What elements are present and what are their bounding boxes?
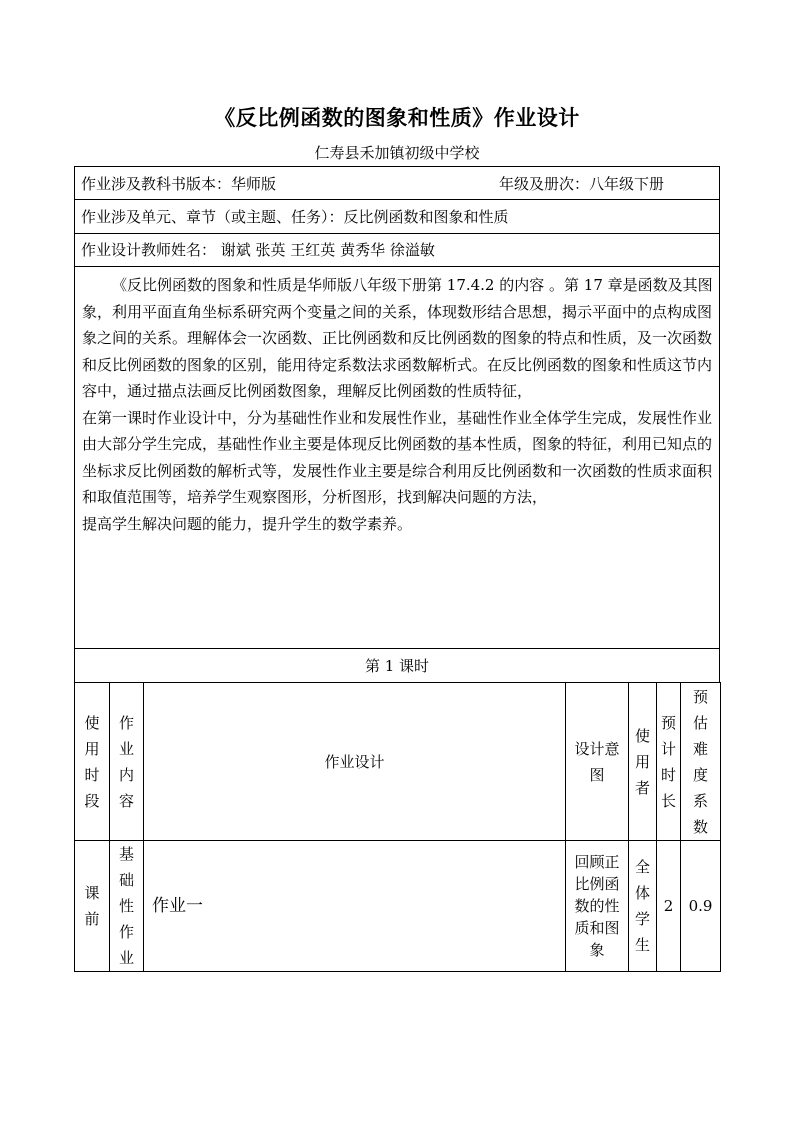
- intro-paragraph-3: 提高学生解决问题的能力，提升学生的数学素养。: [82, 514, 413, 533]
- header-time: 预计时长: [657, 683, 681, 841]
- header-user: 使用者: [629, 683, 657, 841]
- cell-intent: 回顾正比例函数的性质和图象: [566, 841, 629, 972]
- info-row-unit: [74, 199, 720, 234]
- lesson-label: 第 1 课时: [364, 656, 430, 675]
- homework-table: [74, 682, 721, 972]
- grade-volume: 年级及册次：八年级下册: [499, 174, 665, 193]
- textbook-version: 作业涉及教科书版本：华师版: [81, 174, 277, 193]
- cell-content: 基础性作业: [110, 841, 144, 972]
- header-difficulty: 预估难度系数: [681, 683, 721, 841]
- cell-period: 课前: [75, 841, 110, 972]
- table-header-row: [75, 683, 721, 841]
- header-intent: 设计意图: [566, 683, 629, 841]
- cell-user: 全体学生: [629, 841, 657, 972]
- header-period: 使用时段: [75, 683, 110, 841]
- cell-difficulty: 0.9: [681, 841, 721, 972]
- intro-section: [74, 266, 720, 649]
- school-name: 仁寿县禾加镇初级中学校: [314, 144, 480, 162]
- info-row-textbook: [74, 166, 720, 200]
- header-content: 作业内容: [110, 683, 144, 841]
- page-title: 《反比例函数的图象和性质》作业设计: [214, 105, 580, 130]
- lesson-header: [74, 648, 720, 683]
- info-row-teachers: [74, 233, 720, 267]
- intro-paragraph-2: 在第一课时作业设计中，分为基础性作业和发展性作业，基础性作业全体学生完成，发展性作业由大部分学生完成，基础性作业主要是体现反比例函数的基本性质，图象的特征，利用已知点的坐标求反比例函数的解析式等，发展性作业主要是综合利用反比例函数和一次函数的性质求面积和取值范围等，培养学生观察图形，分析图形，找到解决问题的方法，: [82, 408, 713, 506]
- header-design: 作业设计: [144, 683, 566, 841]
- table-row: [75, 841, 721, 972]
- teacher-names: 作业设计教师姓名： 谢斌 张英 王红英 黄秀华 徐溢敏: [81, 241, 435, 259]
- unit-chapter: 作业涉及单元、章节（或主题、任务）：反比例函数和图象和性质: [81, 207, 509, 226]
- intro-paragraph-1: 《反比例函数的图象和性质是华师版八年级下册第 17.4.2 的内容 。第 17 章是函数及其图象，利用平面直角坐标系研究两个变量之间的关系，体现数形结合思想，揭示平面中的点构成图象之间的关系。理解体会一次函数、正比例函数和反比例函数的图象的特点和性质，及一次函数和反比例函数的图象的区别，能用待定系数法求函数解析式。在反比例函数的图象和性质这节内容中，通过描点法画反比例函数图象，理解反比例函数的性质特征，: [82, 276, 713, 400]
- cell-time: 2: [657, 841, 681, 972]
- cell-design: 作业一: [144, 841, 566, 972]
